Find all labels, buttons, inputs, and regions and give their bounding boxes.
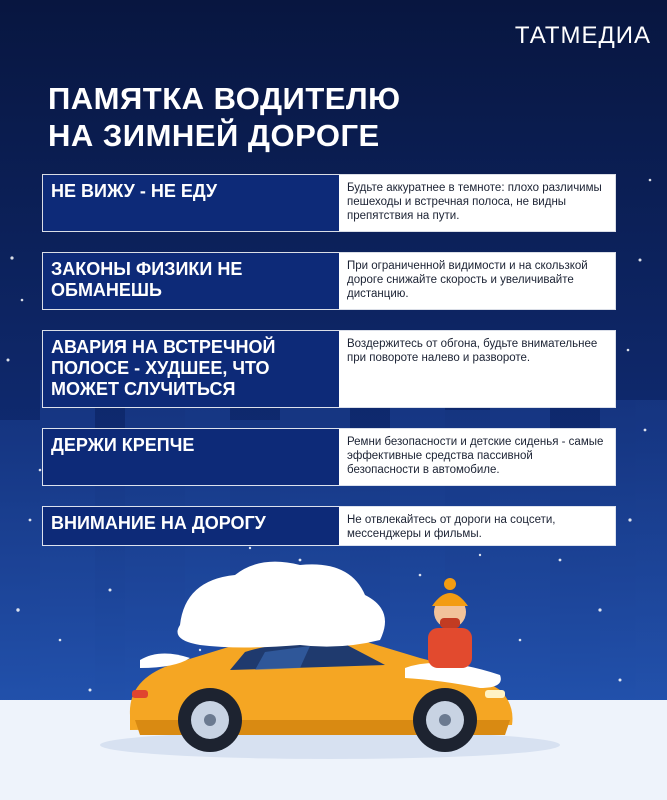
tip-text: Будьте аккуратнее в темноте: плохо различимы пешеходы и встречная полоса, не видны препятствия на пути. xyxy=(339,175,615,231)
title-line-2: НА ЗИМНЕЙ ДОРОГЕ xyxy=(48,118,380,153)
tip-heading: ЗАКОНЫ ФИЗИКИ НЕ ОБМАНЕШЬ xyxy=(43,253,339,309)
car-wheel xyxy=(178,688,242,752)
snowy-car-illustration xyxy=(0,540,667,800)
tip-row xyxy=(42,330,616,408)
tip-row xyxy=(42,428,616,486)
tip-text: Не отвлекайтесь от дороги на соцсети, мессенджеры и фильмы. xyxy=(339,507,615,545)
tip-heading: ВНИМАНИЕ НА ДОРОГУ xyxy=(43,507,339,545)
tip-row xyxy=(42,174,616,232)
page-title xyxy=(48,80,401,154)
brand-logo: ТАТМЕДИА xyxy=(514,22,651,49)
car-wheel xyxy=(413,688,477,752)
tip-text: При ограниченной видимости и на скользкой дороге снижайте скорость и увеличивайте дистанцию. xyxy=(339,253,615,309)
tip-text: Воздержитесь от обгона, будьте внимательнее при повороте налево и развороте. xyxy=(339,331,615,407)
tip-text: Ремни безопасности и детские сиденья - самые эффективные средства пассивной безопасности в автомобиле. xyxy=(339,429,615,485)
title-line-1: ПАМЯТКА ВОДИТЕЛЮ xyxy=(48,81,401,116)
tip-heading: НЕ ВИЖУ - НЕ ЕДУ xyxy=(43,175,339,231)
tip-heading: ДЕРЖИ КРЕПЧЕ xyxy=(43,429,339,485)
person-figure xyxy=(428,578,472,668)
tip-row xyxy=(42,252,616,310)
tip-heading: АВАРИЯ НА ВСТРЕЧНОЙ ПОЛОСЕ - ХУДШЕЕ, ЧТО МОЖЕТ СЛУЧИТЬСЯ xyxy=(43,331,339,407)
